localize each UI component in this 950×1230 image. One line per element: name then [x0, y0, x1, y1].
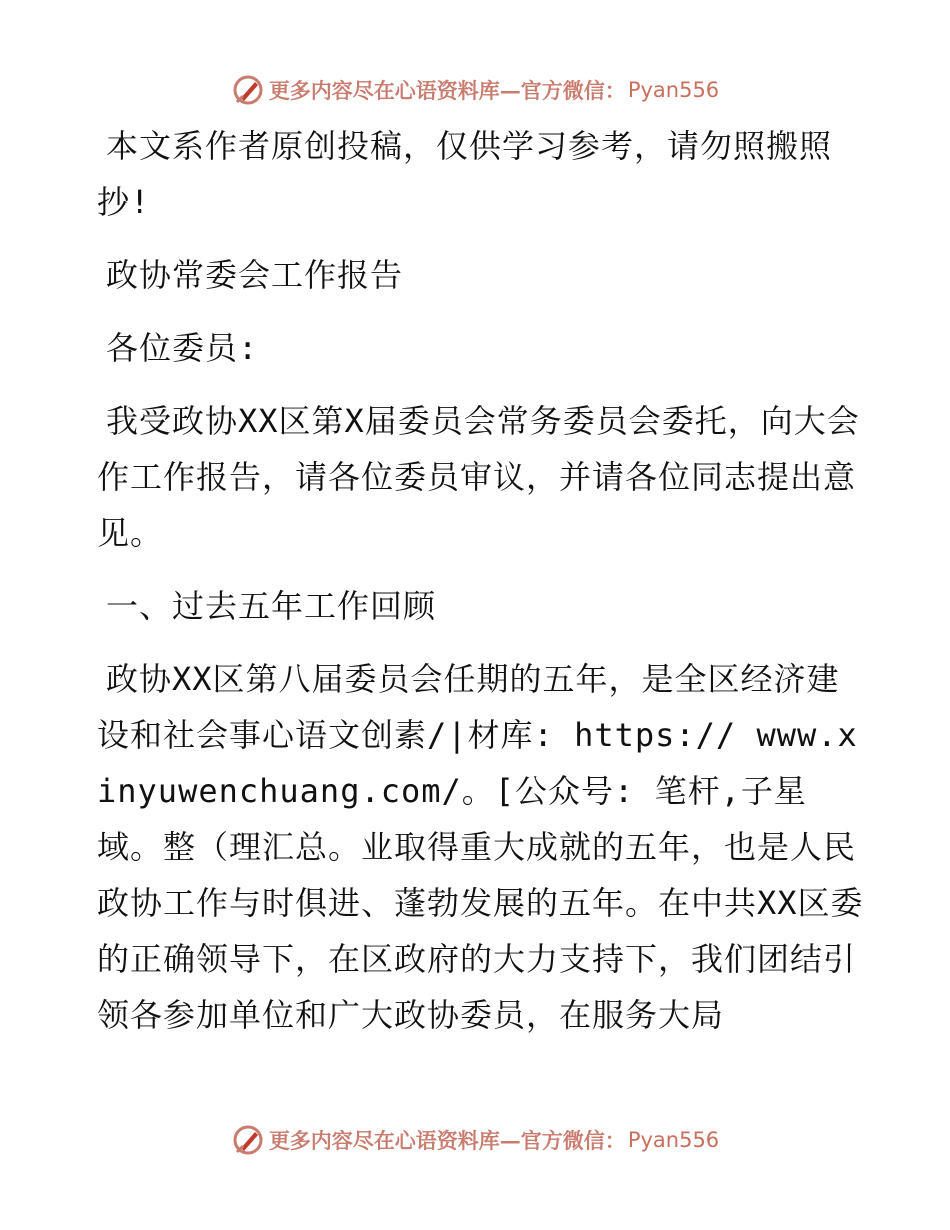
banner-brand: Pyan556	[627, 78, 720, 102]
banner-text: 更多内容尽在心语资料库—官方微信：	[268, 78, 626, 103]
body-paragraph: 政协XX区第八届委员会任期的五年，是全区经济建设和社会事心语文创素/|材库: https:// www.xinyuwenchuang.com/。[公众号: 笔杆,子星域。整（理汇总。业取得重大成就的五年，也是人民政协工作与时俱进、蓬勃发展的五年。在中共XX区委的正确领导下，在区政府的大力支持下，我们团结引领各参加单位和广大政协委员，在服务大局	[97, 660, 864, 1034]
intro-paragraph: 我受政协XX区第X届委员会常务委员会委托，向大会作工作报告，请各位委员审议，并请各位同志提出意见。	[97, 402, 860, 552]
banner-text: 更多内容尽在心语资料库—官方微信：	[268, 1128, 626, 1153]
salutation: 各位委员:	[106, 329, 259, 367]
footer-watermark-banner	[0, 1120, 950, 1160]
document-body	[97, 118, 867, 1043]
document-title: 政协常委会工作报告	[106, 256, 404, 294]
section-heading: 一、过去五年工作回顾	[106, 587, 437, 625]
disclaimer-paragraph: 本文系作者原创投稿，仅供学习参考，请勿照搬照抄!	[97, 127, 833, 221]
pen-nib-logo-icon	[231, 73, 265, 107]
header-watermark-banner	[0, 70, 950, 110]
pen-nib-logo-icon	[231, 1123, 265, 1157]
banner-brand: Pyan556	[627, 1128, 720, 1152]
